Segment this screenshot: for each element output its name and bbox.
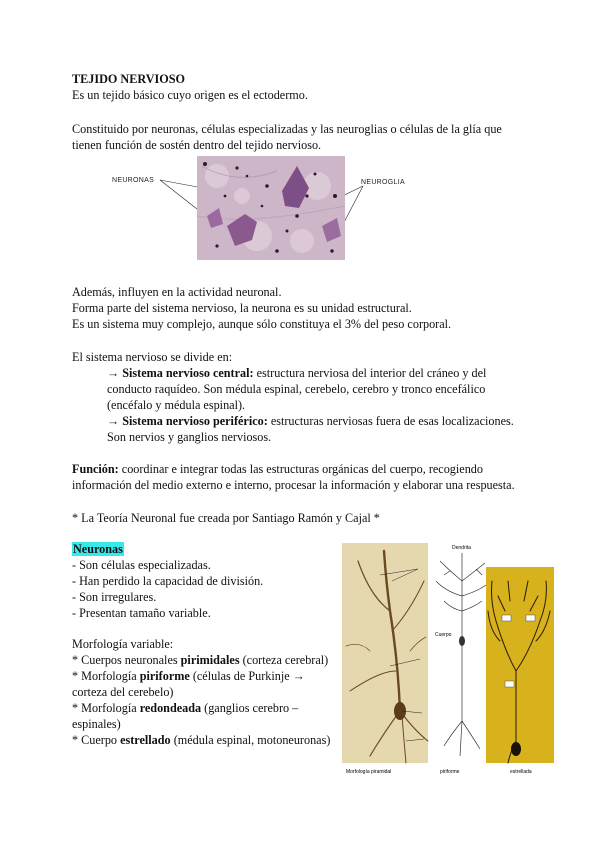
para1-line1: Constituido por neuronas, células especializadas y las neuroglias o células de la glía que <box>72 122 502 136</box>
para2-line1: Además, influyen en la actividad neuronal. <box>72 285 282 299</box>
label-neuronas: NEURONAS <box>112 177 155 184</box>
svg-text:Dendrita: Dendrita <box>452 545 471 551</box>
morfologia-line4: * Morfología redondeada (ganglios cerebro – <box>72 701 299 715</box>
neuronas-item-2: - Han perdido la capacidad de división. <box>72 574 264 588</box>
para2-line2: Forma parte del sistema nervioso, la neurona es su unidad estructural. <box>72 301 412 315</box>
page-title: TEJIDO NERVIOSO <box>72 72 186 86</box>
morfologia-line2: * Morfología piriforme (células de Purkinje → <box>72 669 305 683</box>
central-line1: → Sistema nervioso central: estructura nerviosa del interior del cráneo y del <box>107 366 487 380</box>
svg-text:piriforme: piriforme <box>440 769 460 775</box>
morfologia-line5: espinales) <box>72 717 121 731</box>
peripheral-line2: Son nervios y ganglios nerviosos. <box>107 430 272 444</box>
neuronas-item-1: - Son células especializadas. <box>72 558 211 572</box>
histology-image <box>197 156 345 260</box>
svg-text:estrellada: estrellada <box>510 769 532 775</box>
morfologia-line6: * Cuerpo estrellado (médula espinal, motoneuronas) <box>72 733 331 747</box>
intro-text: Es un tejido básico cuyo origen es el ectodermo. <box>72 88 308 102</box>
morfologia-line1: * Cuerpos neuronales pirimidales (corteza cerebral) <box>72 653 329 667</box>
function-line1: Función: coordinar e integrar todas las estructuras orgánicas del cuerpo, recogiendo <box>72 462 483 476</box>
morfologia-line3: corteza del cerebelo) <box>72 685 174 699</box>
para2-line3: Es un sistema muy complejo, aunque sólo constituya el 3% del peso corporal. <box>72 317 452 331</box>
central-line3: (encéfalo y médula espinal). <box>107 398 246 412</box>
para1-line2: tienen función de sostén dentro del tejido nervioso. <box>72 138 322 152</box>
neuronas-item-3: - Son irregulares. <box>72 590 157 604</box>
cajal-note: * La Teoría Neuronal fue creada por Santiago Ramón y Cajal * <box>72 511 380 525</box>
label-neuroglia: NEUROGLIA <box>361 179 405 186</box>
peripheral-line1: → Sistema nervioso periférico: estructuras nerviosas fuera de esas localizaciones. <box>107 414 514 428</box>
svg-text:Morfología piramidal: Morfología piramidal <box>346 769 392 775</box>
neuronas-item-4: - Presentan tamaño variable. <box>72 606 211 620</box>
central-line2: conducto raquídeo. Son médula espinal, cerebelo, cerebro y tronco encefálico <box>107 382 486 396</box>
morfologia-heading: Morfología variable: <box>72 637 174 651</box>
neuronas-heading: Neuronas <box>73 542 123 556</box>
svg-text:Cuerpo: Cuerpo <box>435 632 452 638</box>
divide-intro: El sistema nervioso se divide en: <box>72 350 233 364</box>
neuron-morphology-figure <box>340 541 556 777</box>
function-line2: información del medio externo e interno, procesar la información y elaborar una respuesta. <box>72 478 515 492</box>
